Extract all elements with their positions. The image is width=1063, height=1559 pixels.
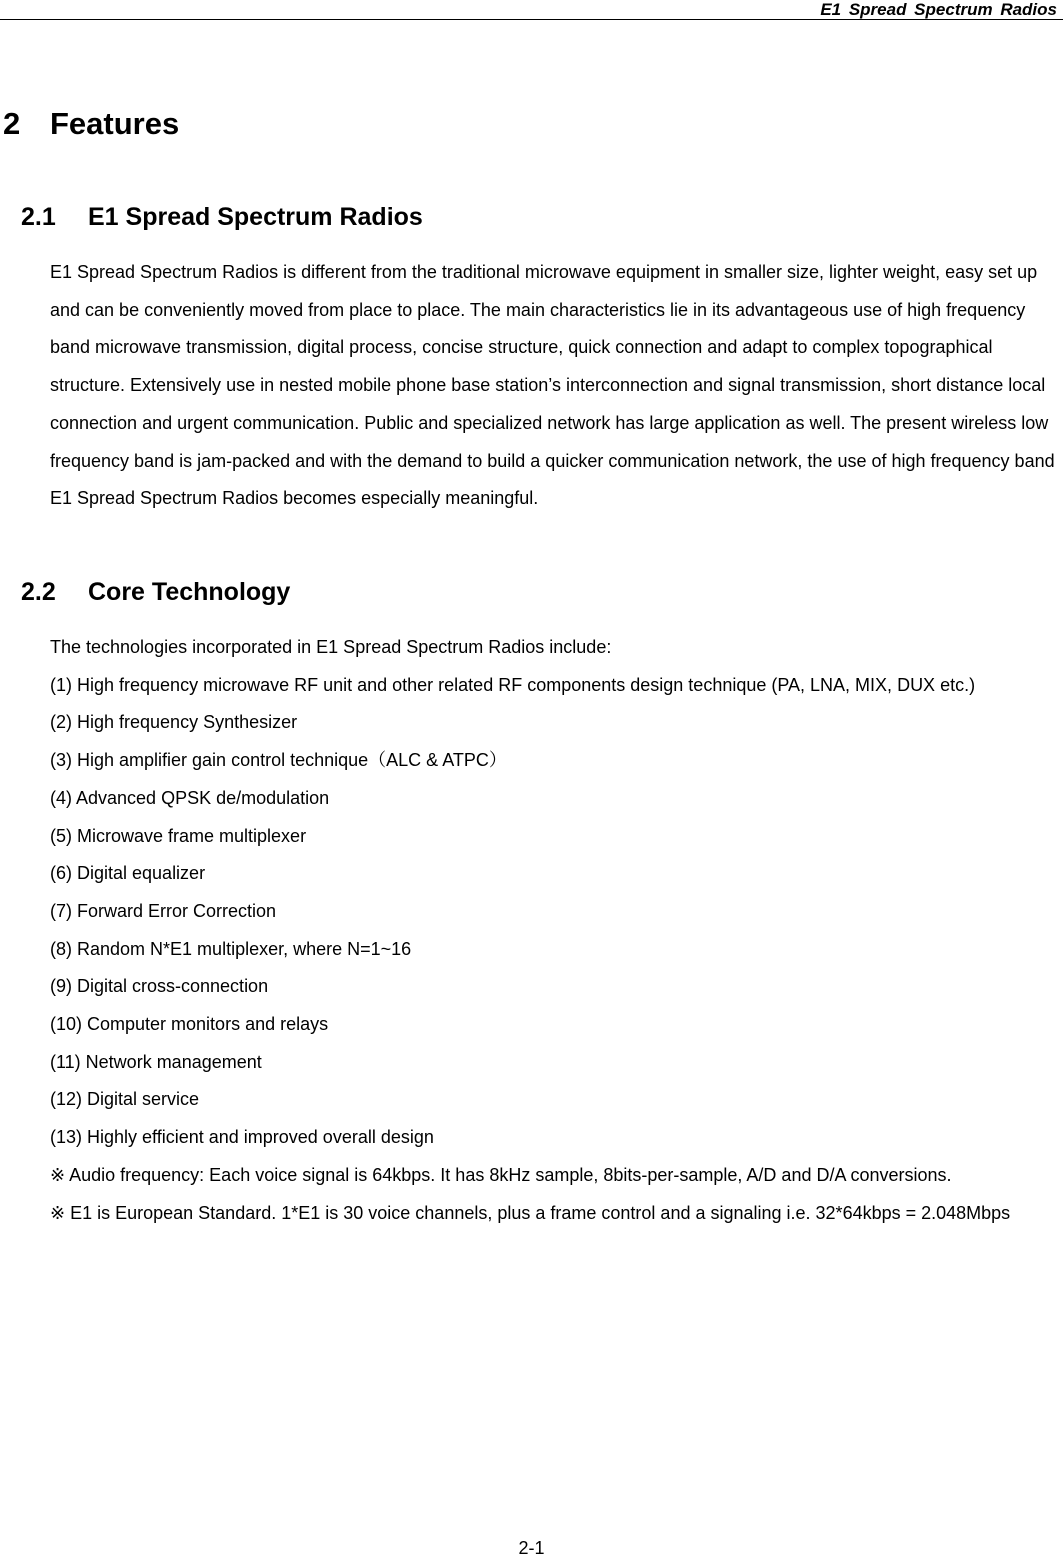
core-technology-list: [50, 629, 1055, 1232]
list-item: (1) High frequency microwave RF unit and other related RF components design technique (PA, LNA, MIX, DUX etc.): [50, 674, 976, 695]
section-2-2-title: Core Technology: [88, 578, 291, 606]
page-number: 2-1: [518, 1538, 545, 1558]
section-2-2-number: 2.2: [21, 578, 56, 606]
running-header: [0, 0, 1063, 20]
section-2-2-heading: [21, 575, 290, 609]
running-header-title: E1 Spread Spectrum Radios: [820, 0, 1057, 19]
chapter-heading: [3, 104, 179, 144]
list-item: (9) Digital cross-connection: [50, 976, 269, 997]
list-item: (8) Random N*E1 multiplexer, where N=1~16: [50, 938, 412, 959]
list-item: (10) Computer monitors and relays: [50, 1014, 329, 1035]
list-item: (12) Digital service: [50, 1089, 200, 1110]
chapter-number: 2: [3, 106, 21, 141]
list-item: (13) Highly efficient and improved overall design: [50, 1127, 434, 1148]
note-e1-standard: ※ E1 is European Standard. 1*E1 is 30 voice channels, plus a frame control and a signaling i.e. 32*64kbps = 2.048Mbps: [50, 1202, 1011, 1223]
section-2-1-number: 2.1: [21, 203, 56, 231]
list-item: (4) Advanced QPSK de/modulation: [50, 787, 330, 808]
section-2-1-title: E1 Spread Spectrum Radios: [88, 203, 423, 231]
list-item: (5) Microwave frame multiplexer: [50, 825, 307, 846]
list-item: (3) High amplifier gain control technique（ALC & ATPC）: [50, 750, 507, 771]
chapter-title: Features: [50, 106, 180, 141]
list-item: (6) Digital equalizer: [50, 863, 206, 884]
core-technology-intro: The technologies incorporated in E1 Spread Spectrum Radios include:: [50, 637, 612, 657]
note-audio-frequency: ※ Audio frequency: Each voice signal is 64kbps. It has 8kHz sample, 8bits-per-sample, A/D and D/A conversions.: [50, 1164, 952, 1185]
list-item: (7) Forward Error Correction: [50, 900, 277, 921]
list-item: (11) Network management: [50, 1051, 262, 1072]
section-2-1-heading: [21, 200, 423, 234]
list-item: (2) High frequency Synthesizer: [50, 712, 298, 733]
section-2-1-body: E1 Spread Spectrum Radios is different from the traditional microwave equipment in smaller size, lighter weight, easy set up and can be conveniently moved from place to place. The main characteristics lie in its advantageous use of high frequency band microwave transmission, digital process, concise structure, quick connection and adapt to complex topographical structure. Extensively use in nested mobile phone base station’s interconnection and signal transmission, short distance local connection and urgent communication. Public and specialized network has large application as well. The present wireless low frequency band is jam-packed and with the demand to build a quicker communication network, the use of high frequency band E1 Spread Spectrum Radios becomes especially meaningful.: [50, 262, 1055, 509]
